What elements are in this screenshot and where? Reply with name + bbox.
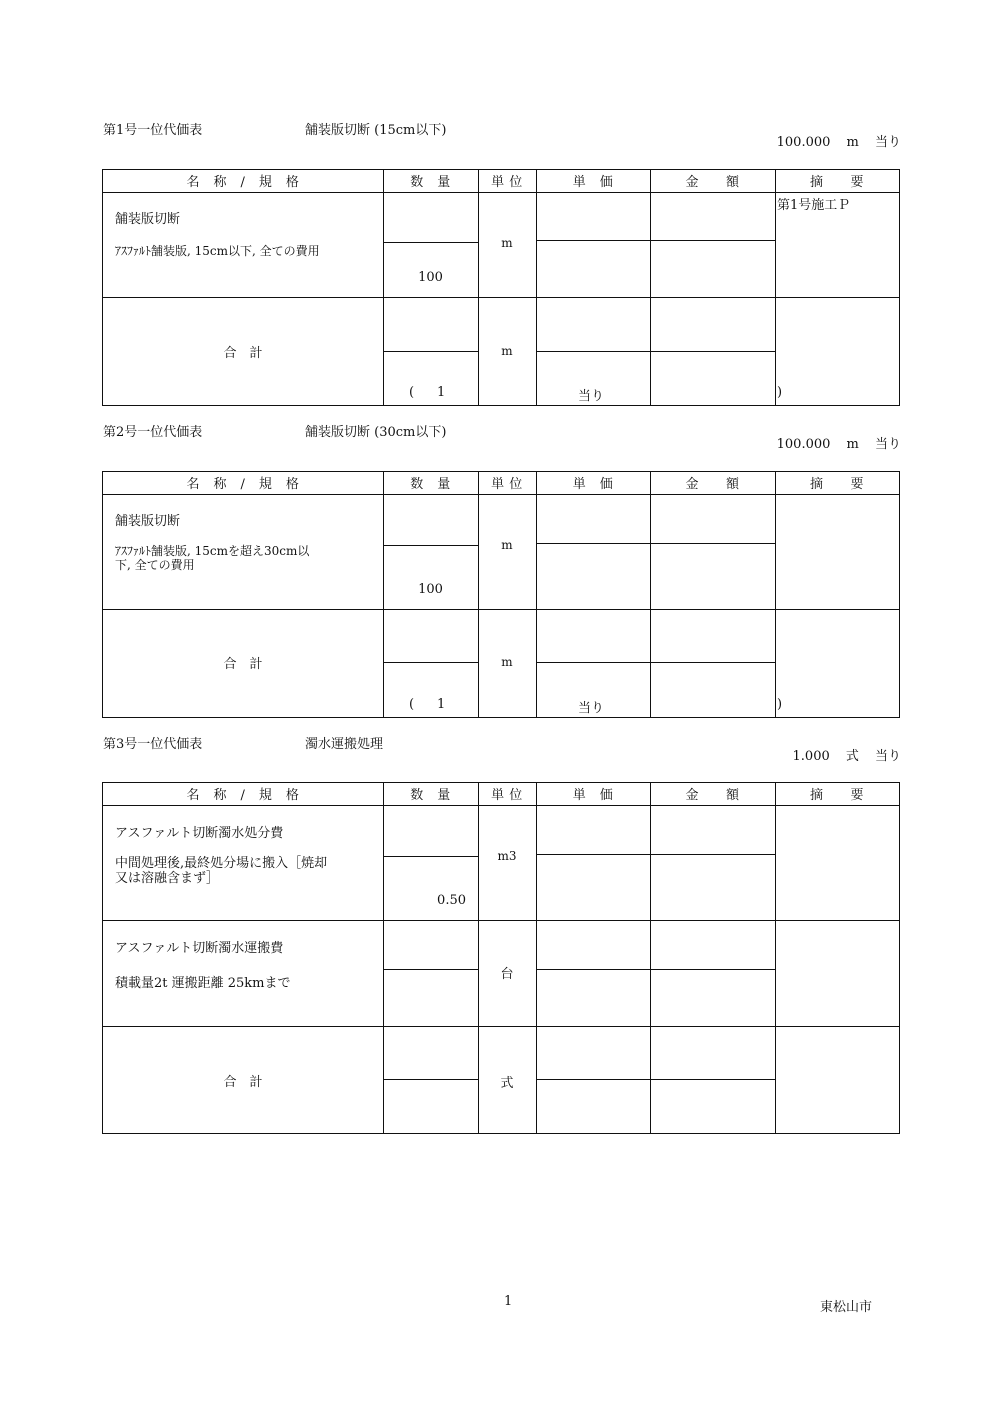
total-unit: 式 [500,1076,514,1091]
total-per: 当り [578,701,605,716]
sheet-number: 第3号一位代価表 [103,737,203,752]
col-header-name: 名 称 / 規 格 [186,788,300,803]
col-header-qty: 数 量 [410,477,451,492]
col-header-unit: 単 位 [491,477,523,492]
item-spec: ｱｽﾌｧﾙﾄ舗装版, 15cmを超え30cm以 下, 全ての費用 [115,544,310,572]
col-header-unit-price: 単 価 [572,788,614,803]
total-open-paren: ( [409,697,415,712]
col-header-unit: 単 位 [491,788,523,803]
total-unit: m [501,344,513,358]
total-count: 1 [437,385,446,400]
col-header-name: 名 称 / 規 格 [186,477,300,492]
sheet-number: 第1号一位代価表 [103,123,203,138]
city-name: 東松山市 [820,1300,873,1315]
col-header-amount: 金 額 [685,477,740,492]
col-header-note: 摘 要 [809,175,864,190]
item-name: 舗装版切断 [115,212,181,227]
item-qty: 100 [418,582,443,597]
sheet-basis: 1.000 式 当り [792,749,901,764]
col-header-unit-price: 単 価 [572,175,614,190]
total-label: 合 計 [223,657,263,672]
col-header-unit: 単 位 [491,175,523,190]
total-per: 当り [578,389,605,404]
price-table-3 [102,782,900,1134]
item-spec: 積載量2t 運搬距離 25kmまで [115,976,291,991]
sheet-1-heading [0,119,1000,159]
total-close-paren: ) [777,385,783,400]
item-spec: ｱｽﾌｧﾙﾄ舗装版, 15cm以下, 全ての費用 [115,244,320,258]
item-note: 第1号施工Ｐ [777,198,851,213]
item-name: 舗装版切断 [115,514,181,529]
total-count: 1 [437,697,446,712]
sheet-basis: 100.000 m 当り [776,135,901,150]
sheet-2-heading [0,421,1000,461]
page-number: 1 [504,1294,513,1309]
total-label: 合 計 [223,1075,263,1090]
col-header-note: 摘 要 [809,477,864,492]
col-header-name: 名 称 / 規 格 [186,175,300,190]
total-close-paren: ) [777,697,783,712]
total-label: 合 計 [223,346,263,361]
sheet-title: 濁水運搬処理 [305,737,384,752]
col-header-qty: 数 量 [410,788,451,803]
sheet-basis: 100.000 m 当り [776,437,901,452]
item-unit: m [501,538,513,552]
item-unit: m3 [497,849,517,863]
col-header-amount: 金 額 [685,175,740,190]
item-qty: 100 [418,270,443,285]
sheet-number: 第2号一位代価表 [103,425,203,440]
item-unit: 台 [500,967,514,982]
col-header-note: 摘 要 [809,788,864,803]
item-unit: m [501,236,513,250]
col-header-amount: 金 額 [685,788,740,803]
price-table-1 [102,169,900,406]
sheet-3-heading [0,733,1000,773]
sheet-title: 舗装版切断 (15cm以下) [305,123,447,138]
item-name: アスファルト切断濁水処分費 [115,826,284,841]
item-name: アスファルト切断濁水運搬費 [115,941,284,956]
total-unit: m [501,655,513,669]
col-header-unit-price: 単 価 [572,477,614,492]
total-open-paren: ( [409,385,415,400]
item-spec: 中間処理後,最終処分場に搬入［焼却 又は溶融含まず］ [115,856,328,886]
item-qty: 0.50 [437,893,466,908]
col-header-qty: 数 量 [410,175,451,190]
price-table-2 [102,471,900,718]
sheet-title: 舗装版切断 (30cm以下) [305,425,447,440]
